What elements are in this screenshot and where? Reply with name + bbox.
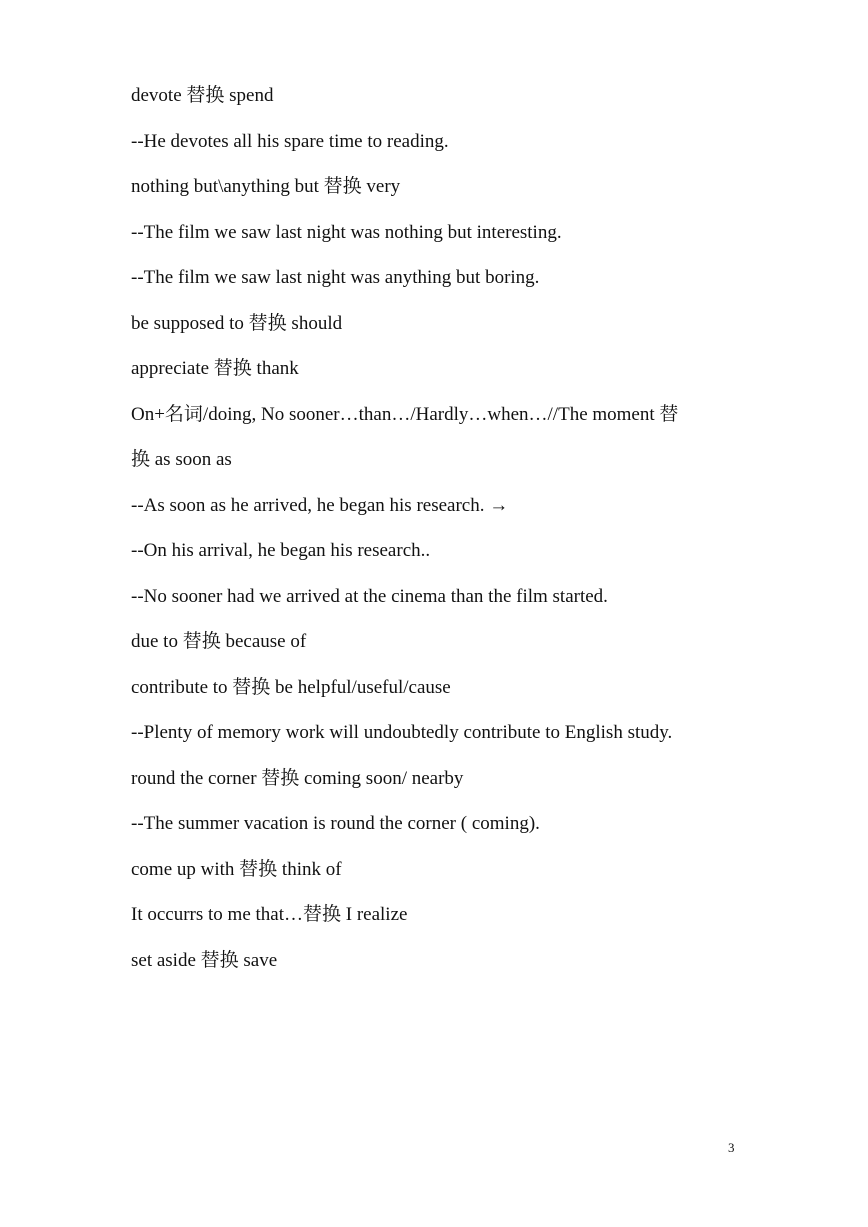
text-line: contribute to 替换 be helpful/useful/cause <box>131 676 451 698</box>
text-line: --The film we saw last night was nothing but interesting. <box>131 221 562 243</box>
text-line: appreciate 替换 thank <box>131 358 299 379</box>
text-line: set aside 替换 save <box>131 949 278 971</box>
text-line: --No sooner had we arrived at the cinema than the film started. <box>131 585 608 607</box>
text-line: On+名词/doing, No sooner…than…/Hardly…when…//The moment 替 <box>131 403 679 425</box>
text-line: 换 as soon as <box>131 449 232 470</box>
page-number: 3 <box>728 1140 735 1155</box>
text-line: round the corner 替换 coming soon/ nearby <box>131 767 464 789</box>
text-line: due to 替换 because of <box>131 631 307 652</box>
text-line: --The summer vacation is round the corner ( coming). <box>131 813 540 834</box>
text-line: It occurrs to me that…替换 I realize <box>131 904 408 925</box>
text-line: --Plenty of memory work will undoubtedly contribute to English study. <box>131 722 673 743</box>
text-line: --He devotes all his spare time to reading. <box>131 130 449 152</box>
text-line: --The film we saw last night was anything but boring. <box>131 267 540 288</box>
text-line: nothing but\anything but 替换 very <box>131 176 401 197</box>
text-line: come up with 替换 think of <box>131 858 342 880</box>
text-line: devote 替换 spend <box>131 85 274 106</box>
text-line: --As soon as he arrived, he began his research. → <box>131 494 509 516</box>
text-line: be supposed to 替换 should <box>131 312 343 334</box>
page-content <box>131 80 751 990</box>
text-line: --On his arrival, he began his research.. <box>131 540 431 561</box>
